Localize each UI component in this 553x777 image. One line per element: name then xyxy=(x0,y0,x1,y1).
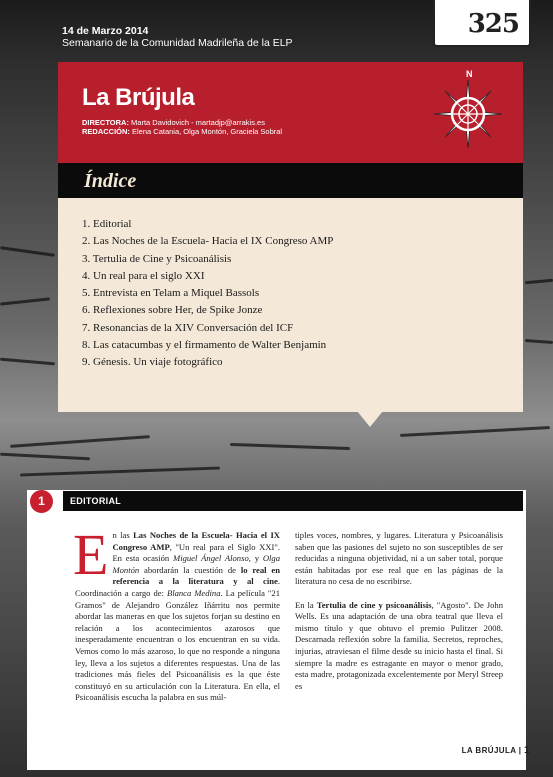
redaccion-line xyxy=(82,127,282,136)
event-title: Las Noches de la Escuela- Hacia el IX Congreso AMP xyxy=(112,530,281,552)
issue-date: 14 de Marzo 2014 xyxy=(62,25,149,37)
index-item-9[interactable]: 9. Génesis. Un viaje fotográfico xyxy=(82,356,223,369)
text-run: n las xyxy=(112,530,134,540)
index-item-7[interactable]: 7. Resonancias de la XIV Conversación del ICF xyxy=(82,321,294,334)
footer-page-number: 1 xyxy=(524,745,530,756)
directora-value: Marta Davidovich - martadjp@arrakis.es xyxy=(131,118,265,127)
text-run: . La película "21 Gramos" de Alejandro González Iñárritu nos permite abordar las maneras en que los sujetos forjan su destino en relación a los acontecimientos azarosos que inesperadamente encuentran o los encuentran en su vida. Vemos como lo más azaroso, lo que no responde a ninguna ley, lleva a los sujetos a diferentes respuestas. Una de las tradiciones más fieles del Psicoanálisis es la que éste constituyó en su articulación con la Literatura. En ella, el Psicoanálisis escucha la palabra en sus múl- xyxy=(75,587,280,703)
issue-number: 325 xyxy=(467,9,519,39)
redaccion-label: REDACCIÓN: xyxy=(82,127,130,136)
event-title: Tertulia de cine y psicoanálisis xyxy=(316,599,432,610)
text-run: . Coordinación a cargo de: xyxy=(75,576,280,598)
article-section-title: EDITORIAL xyxy=(70,496,122,506)
index-item-1[interactable]: 1. Editorial xyxy=(82,218,132,230)
article-title-bar xyxy=(63,491,523,511)
speaker-name: Miguel Ángel Alonso xyxy=(173,553,249,564)
text-run: , y xyxy=(248,553,263,564)
index-item-6[interactable]: 6. Reflexiones sobre Her, de Spike Jonze xyxy=(82,304,263,317)
publication-title: La Brújula xyxy=(82,84,195,111)
footer-separator: | xyxy=(516,746,525,755)
index-item-2[interactable]: 2. Las Noches de la Escuela- Hacia el IX Congreso AMP xyxy=(82,235,334,248)
text-run: , "Un real para el Siglo XXI". En esta ocasión xyxy=(112,541,280,564)
article-paragraph-1 xyxy=(73,522,281,704)
article-paragraph-3 xyxy=(295,600,503,693)
issue-number-box xyxy=(433,0,531,47)
directora-line xyxy=(82,118,282,127)
text-run: , "Agosto". De John Wells. Es una adaptación de una obra teatral que lleva el mismo título y que obtuvo el premio Pulitzer 2008. Descarnada reflexión sobre la familia. Secretos, reproches, injurias, atraviesan el filme desde su inicio hasta el final. Si siempre la madre es estragante en mayor o menor grado, esta madre, protagonizada excelentemente por Meryl Streep es xyxy=(295,599,504,691)
index-panel-pointer xyxy=(357,411,383,427)
article-column-1 xyxy=(73,522,281,704)
index-list xyxy=(82,216,333,372)
text-run: abordarán la cuestión de xyxy=(139,564,241,575)
index-heading: Índice xyxy=(84,170,137,192)
index-item-3[interactable]: 3. Tertulia de Cine y Psicoanálisis xyxy=(82,252,232,265)
page-footer xyxy=(440,745,530,756)
topic-highlight: lo real en referencia a la literatura y al cine xyxy=(112,564,280,587)
article-column-2 xyxy=(295,530,503,692)
directora-label: DIRECTORA: xyxy=(82,118,129,127)
header-info xyxy=(62,25,293,49)
drop-cap: E xyxy=(73,522,109,587)
index-item-8[interactable]: 8. Las catacumbas y el firmamento de Walter Benjamin xyxy=(82,339,327,352)
compass-logo-icon xyxy=(418,64,518,164)
article-number-badge: 1 xyxy=(30,490,53,513)
redaccion-value: Elena Catania, Olga Montón, Graciela Sobral xyxy=(132,127,283,136)
index-item-5[interactable]: 5. Entrevista en Telam a Miquel Bassols xyxy=(82,287,260,300)
publication-subtitle: Semanario de la Comunidad Madrileña de la ELP xyxy=(62,37,293,49)
speaker-name: Olga Montón xyxy=(112,553,280,575)
index-item-4[interactable]: 4. Un real para el siglo XXI xyxy=(82,269,205,282)
article-paragraph-2: tiples voces, nombres, y lugares. Literatura y Psicoanálisis saben que las pasiones del sujeto no son susceptibles de ser reducidas a ninguna objetividad, ni a un saber total, porque están habitadas por ese real que en las páginas de la literatura no cesa de no escribirse. xyxy=(295,530,503,587)
text-run: En la xyxy=(295,599,317,610)
masthead-credits xyxy=(82,118,282,136)
coordinator-name: Blanca Medina xyxy=(166,587,221,598)
compass-north-letter: N xyxy=(466,69,473,79)
footer-label: LA BRÚJULA xyxy=(461,746,517,755)
